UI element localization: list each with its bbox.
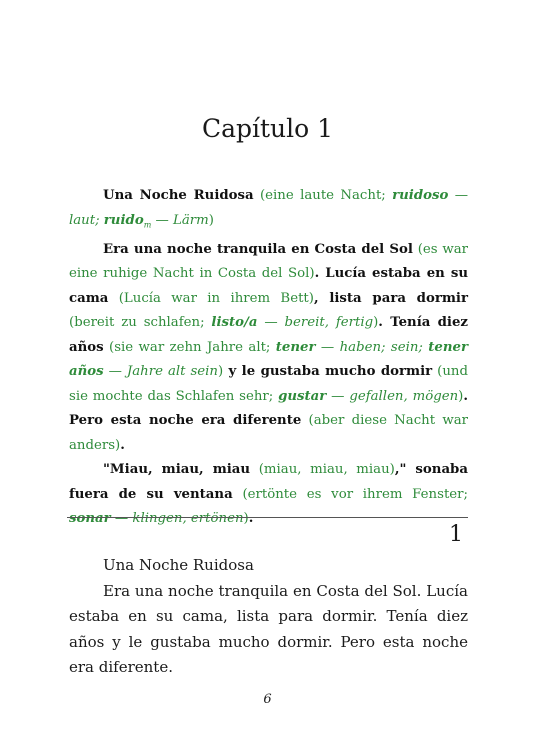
bilingual-paragraph-1: [69, 184, 468, 238]
vocab-term: ruido: [103, 212, 144, 228]
bilingual-paragraph-3: [69, 458, 468, 532]
german-gloss: ): [217, 364, 224, 380]
section-number: 1: [449, 522, 463, 547]
german-gloss: (sie war zehn Jahre alt;: [103, 339, 276, 355]
spanish-phrase: ," sonaba fuera de su ventana: [69, 462, 468, 502]
chapter-title: Capítulo 1: [201, 114, 334, 143]
vocab-term: tener: [275, 339, 316, 355]
plain-paragraph-1: Una Noche Ruidosa: [103, 556, 254, 574]
vocab-term: tener años: [69, 339, 469, 380]
spanish-phrase: . Lucía estaba en su cama: [69, 266, 468, 306]
vocab-meaning: — gefallen, mögen: [326, 388, 459, 404]
german-gloss: (ertönte es vor ihrem Fenster;: [232, 486, 468, 502]
spanish-phrase: , lista para dormir: [313, 290, 468, 306]
german-gloss: (es war eine ruhige Nacht in Costa del Sol): [69, 241, 469, 282]
spanish-phrase: .: [248, 511, 254, 527]
page-number: 6: [263, 692, 272, 707]
german-gloss: (eine laute Nacht;: [253, 188, 393, 203]
bilingual-paragraph-2: [69, 238, 468, 459]
german-gloss: (miau, miau, miau): [250, 462, 395, 478]
vocab-term: ruidoso: [392, 188, 449, 203]
german-gloss: ): [208, 212, 214, 228]
plain-text: [69, 553, 468, 681]
vocab-meaning: — klingen, ertönen: [110, 511, 244, 527]
german-gloss: ): [243, 511, 249, 527]
spanish-phrase: . Pero esta noche era diferente: [69, 388, 468, 429]
vocab-meaning: — Lärm: [151, 212, 209, 228]
german-gloss: (Lucía war in ihrem Bett): [108, 290, 314, 306]
section-divider: [67, 517, 468, 518]
bilingual-text: [69, 184, 468, 532]
spanish-phrase: Era una noche tranquila en Costa del Sol: [103, 241, 413, 257]
spanish-phrase: "Miau, miau, miau: [103, 462, 251, 478]
vocab-meaning: — bereit, fertig: [257, 315, 374, 331]
plain-paragraph-2: Era una noche tranquila en Costa del Sol. Lucía estaba en su cama, lista para dormir. Tenía diez años y le gustaba mucho dormir. Pero esta noche era diferente.: [69, 581, 468, 676]
german-gloss: (und sie mochte das Schlafen sehr;: [69, 364, 468, 404]
german-gloss: ): [458, 388, 464, 404]
spanish-phrase: Una Noche Ruidosa: [103, 188, 254, 203]
vocab-meaning: — laut;: [69, 188, 468, 228]
spanish-phrase: .: [120, 437, 125, 453]
spanish-phrase: y le gustaba mucho dormir: [223, 364, 433, 380]
vocab-meaning: — haben; sein;: [315, 339, 429, 355]
vocab-term: sonar: [69, 511, 111, 527]
gender-marker: m: [143, 220, 152, 230]
german-gloss: ): [373, 315, 379, 331]
spanish-phrase: . Tenía diez años: [69, 315, 468, 355]
vocab-term: listo/a: [211, 315, 258, 331]
vocab-meaning: — Jahre alt sein: [103, 364, 218, 380]
german-gloss: (bereit zu schlafen;: [69, 315, 212, 331]
vocab-term: gustar: [278, 388, 327, 404]
german-gloss: (aber diese Nacht war anders): [69, 413, 468, 453]
